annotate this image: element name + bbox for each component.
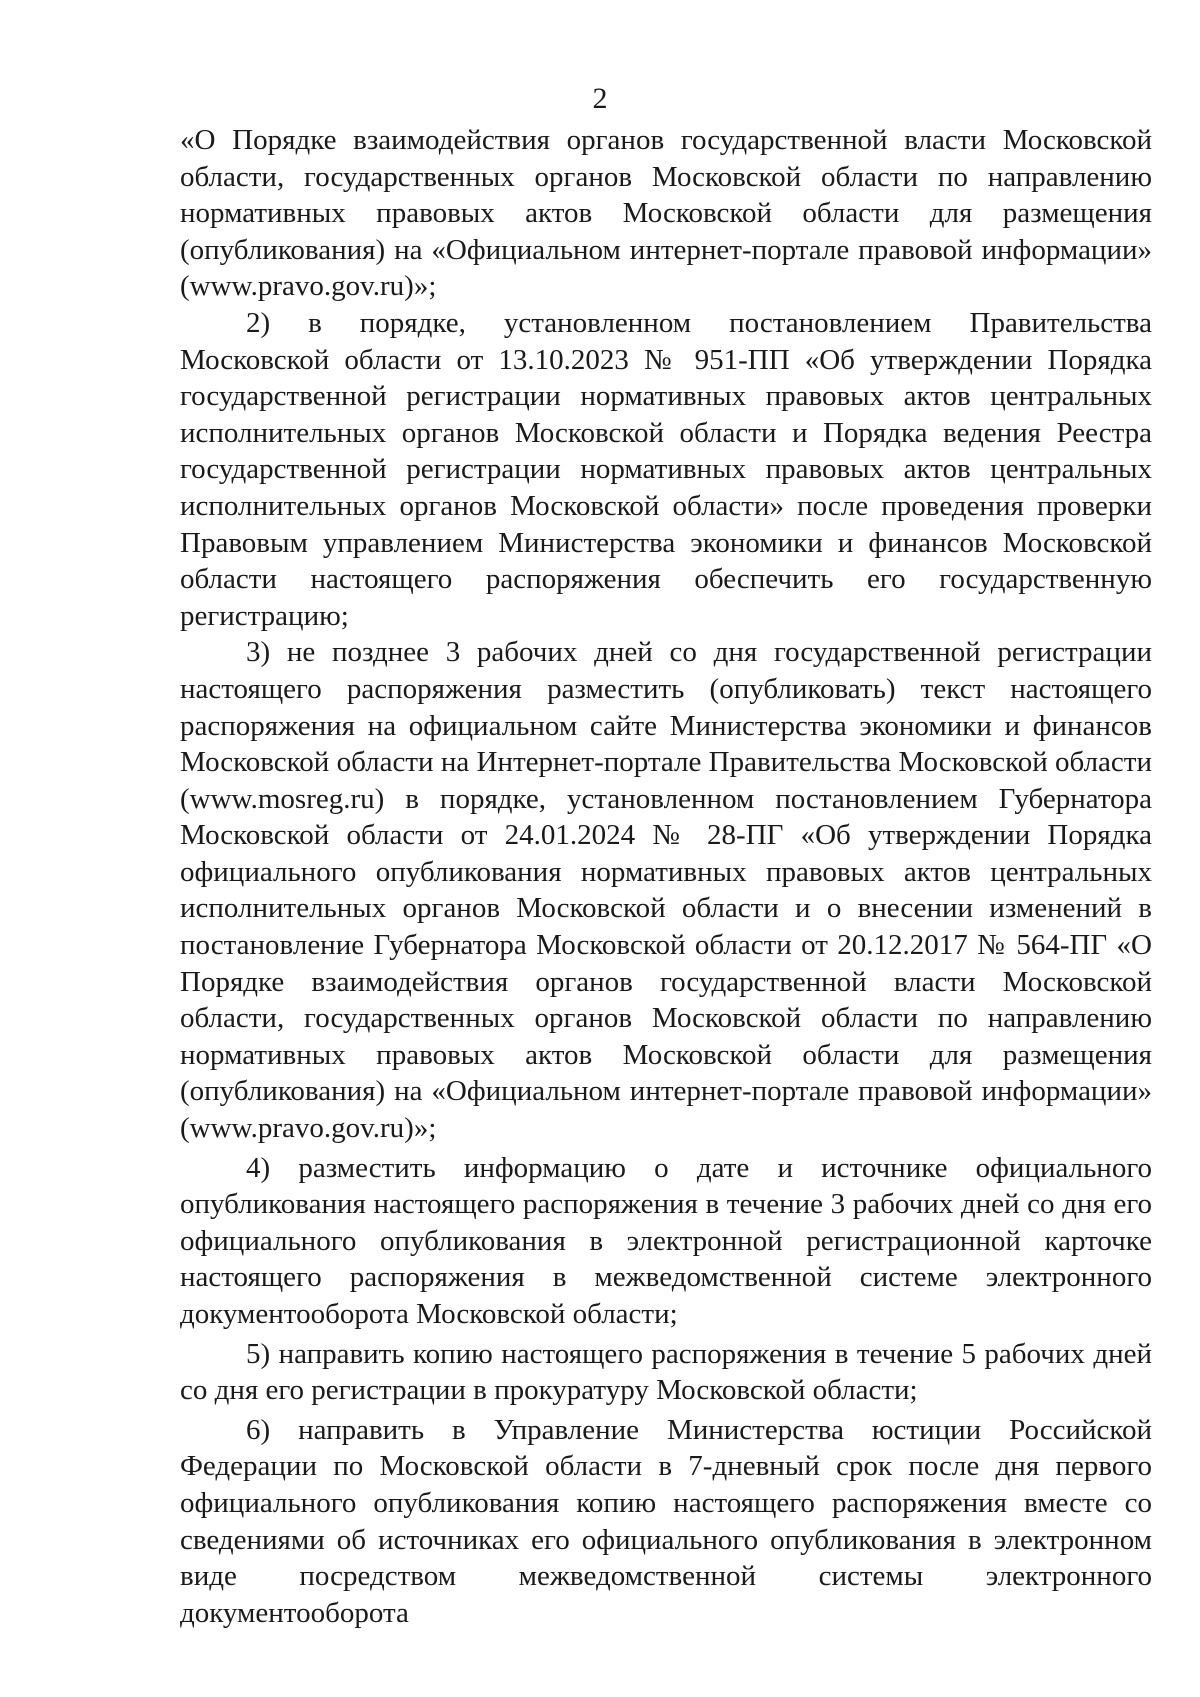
paragraph-continuation bbox=[180, 122, 1152, 305]
page-number: 2 bbox=[592, 82, 608, 115]
paragraph-text: «О Порядке взаимодействия органов государственной власти Московской области, государственных органов Московской области по направлению нормативных правовых актов Московской области для размещения (опубликования) на «Официальном интернет-портале правовой информации» (www.pravo.gov.ru)»; bbox=[180, 124, 1152, 303]
paragraph-item-2 bbox=[180, 305, 1152, 634]
paragraph-item-3 bbox=[180, 634, 1152, 1146]
paragraph-text: 2) в порядке, установленном постановлением Правительства Московской области от 13.10.2023 № 951-ПП «Об утверждении Порядка государственной регистрации нормативных правовых актов центральных исполнительных органов Московской области и Порядка ведения Реестра государственной регистрации нормативных правовых актов центральных исполнительных органов Московской области» после проведения проверки Правовым управлением Министерства экономики и финансов Московской области настоящего распоряжения обеспечить его государственную регистрацию; bbox=[180, 306, 1152, 632]
paragraph-item-6 bbox=[180, 1412, 1152, 1632]
paragraph-text: 3) не позднее 3 рабочих дней со дня государственной регистрации настоящего распоряжения разместить (опубликовать) текст настоящего распоряжения на официальном сайте Министерства экономики и финансов Московской области на Интернет-портале Правительства Московской области (www.mosreg.ru) в порядке, установленном постановлением Губернатора Московской области от 24.01.2024 № 28-ПГ «Об утверждении Порядка официального опубликования нормативных правовых актов центральных исполнительных органов Московской области и о внесении изменений в постановление Губернатора Московской области от 20.12.2017 № 564-ПГ «О Порядке взаимодействия органов государственной власти Московской области, государственных органов Московской области по направлению нормативных правовых актов Московской области для размещения (опубликования) на «Официальном интернет-портале правовой информации» (www.pravo.gov.ru)»; bbox=[180, 636, 1152, 1145]
document-body bbox=[180, 122, 1152, 1631]
paragraph-item-5 bbox=[180, 1336, 1152, 1409]
paragraph-text: 5) направить копию настоящего распоряжения в течение 5 рабочих дней со дня его регистрации в прокуратуру Московской области; bbox=[180, 1337, 1152, 1407]
paragraph-item-4 bbox=[180, 1150, 1152, 1333]
paragraph-text: 4) разместить информацию о дате и источнике официального опубликования настоящего распоряжения в течение 3 рабочих дней со дня его официального опубликования в электронной регистрационной карточке настоящего распоряжения в межведомственной системе электронного документооборота Московской области; bbox=[180, 1151, 1152, 1330]
paragraph-text: 6) направить в Управление Министерства юстиции Российской Федерации по Московской области в 7-дневный срок после дня первого официального опубликования копию настоящего распоряжения вместе со сведениями об источниках его официального опубликования в электронном виде посредством межведомственной системы электронного документооборота bbox=[180, 1413, 1152, 1629]
